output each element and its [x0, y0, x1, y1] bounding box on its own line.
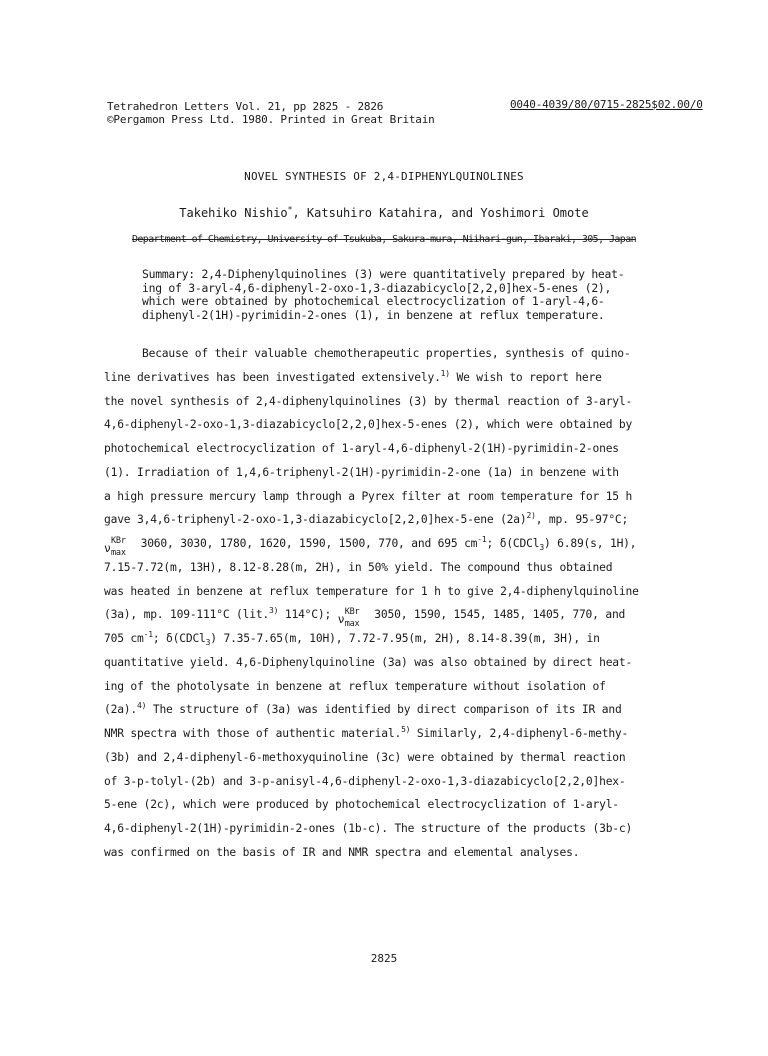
summary-block — [142, 268, 722, 322]
body-line: was heated in benzene at reflux temperature for 1 h to give 2,4-diphenylquinoline — [104, 584, 639, 598]
summary-line: Summary: 2,4-Diphenylquinolines (3) were quantitatively prepared by heat- — [142, 267, 625, 281]
reference-mark: 5) — [401, 725, 411, 734]
reference-mark: 3) — [269, 606, 279, 616]
page-number: 2825 — [370, 952, 398, 965]
body-text — [104, 342, 734, 865]
body-line: ing of the photolysate in benzene at reflux temperature without isolation of — [104, 679, 606, 693]
paper-title: NOVEL SYNTHESIS OF 2,4-DIPHENYLQUINOLINES — [244, 170, 524, 183]
article-code: 0040-4039/80/0715-2825$02.00/0 — [510, 98, 703, 111]
summary-line: diphenyl-2(1H)-pyrimidin-2-ones (1), in benzene at reflux temperature. — [142, 307, 605, 322]
body-line: the novel synthesis of 2,4-diphenylquinolines (3) by thermal reaction of 3-aryl- — [104, 394, 633, 408]
coauthors: , Katsuhiro Katahira, and Yoshimori Omote — [292, 206, 589, 220]
body-line: (3b) and 2,4-diphenyl-6-methoxyquinoline (3c) were obtained by thermal reaction — [104, 750, 626, 764]
body-line: photochemical electrocyclization of 1-aryl-4,6-diphenyl-2(1H)-pyrimidin-2-ones — [104, 442, 619, 455]
reference-mark: 1) — [440, 368, 450, 378]
body-line: Because of their valuable chemotherapeutic properties, synthesis of quino- — [142, 347, 631, 360]
body-line: (3a), mp. 109-111°C (lit.$^{3)}$ 114°C); ν KBr max 3050, 1590, 1545, 1485, 1405, 770, and — [104, 606, 626, 630]
journal-citation: Tetrahedron Letters Vol. 21, pp 2825 - 2826 — [107, 100, 384, 113]
author-name: Takehiko Nishio — [179, 206, 288, 220]
body-line: (2a).$^{4)}$ The structure of (3a) was identified by direct comparison of its IR and — [104, 701, 622, 717]
body-line: 5-ene (2c), which were produced by photochemical electrocyclization of 1-aryl- — [104, 798, 619, 812]
body-line: 7.15-7.72(m, 13H), 8.12-8.28(m, 2H), in 50% yield. The compound thus obtained — [104, 560, 613, 574]
corresponding-mark: * — [287, 205, 293, 214]
body-line: 4,6-diphenyl-2(1H)-pyrimidin-2-ones (1b-c). The structure of the products (3b-c) — [104, 822, 633, 835]
body-line: (1). Irradiation of 1,4,6-triphenyl-2(1H)-pyrimidin-2-one (1a) in benzene with — [104, 465, 619, 479]
body-line: a high pressure mercury lamp through a Pyrex filter at room temperature for 15 h — [104, 489, 633, 503]
affiliation: Department of Chemistry, University of Tsukuba, Sakura-mura, Niihari-gun, Ibaraki, 305, Japan — [131, 234, 637, 245]
ir-nu-max-symbol: ν KBr max — [337, 607, 360, 630]
body-line: was confirmed on the basis of IR and NMR spectra and elemental analyses. — [104, 845, 580, 859]
summary-line: ing of 3-aryl-4,6-diphenyl-2-oxo-1,3-diazabicyclo[2,2,0]hex-5-enes (2), — [142, 280, 612, 295]
summary-line: which were obtained by photochemical electrocyclization of 1-aryl-4,6- — [142, 294, 605, 309]
body-line: 4,6-diphenyl-2-oxo-1,3-diazabicyclo[2,2,0]hex-5-enes (2), which were obtained by — [104, 418, 633, 432]
body-line: of 3-p-tolyl-(2b) and 3-p-anisyl-4,6-diphenyl-2-oxo-1,3-diazabicyclo[2,2,0]hex- — [104, 774, 626, 788]
publisher-line: ©Pergamon Press Ltd. 1980. Printed in Great Britain — [107, 113, 435, 126]
body-line: quantitative yield. 4,6-Diphenylquinoline (3a) was also obtained by direct heat- — [104, 655, 633, 669]
reference-mark: 2) — [526, 511, 536, 521]
ir-nu-max-symbol: ν KBr max — [104, 536, 126, 558]
body-line: gave 3,4,6-triphenyl-2-oxo-1,3-diazabicyclo[2,2,0]hex-5-ene $(2a)^{2)}$, mp. 95-97°C; — [104, 511, 629, 527]
author-list — [0, 206, 768, 220]
body-line: ν KBr max 3060, 3030, 1780, 1620, 1590, 1500, 770, and 695 $cm^{-1}$; δ(CDCl$_3$) 6.89(s, 1H), — [104, 535, 637, 558]
body-line: 705 $cm^{-1}$; δ(CDCl$_3$) 7.35-7.65(m, 10H), 7.72-7.95(m, 2H), 8.14-8.39(m, 3H), in — [104, 630, 600, 647]
reference-mark: 4) — [137, 701, 147, 711]
body-line: NMR spectra with those of authentic material.$^{5)}$ Similarly, 2,4-diphenyl-6-methy- — [104, 725, 629, 740]
body-line: line derivatives has been investigated extensively.$^{1)}$ We wish to report here — [104, 368, 602, 384]
